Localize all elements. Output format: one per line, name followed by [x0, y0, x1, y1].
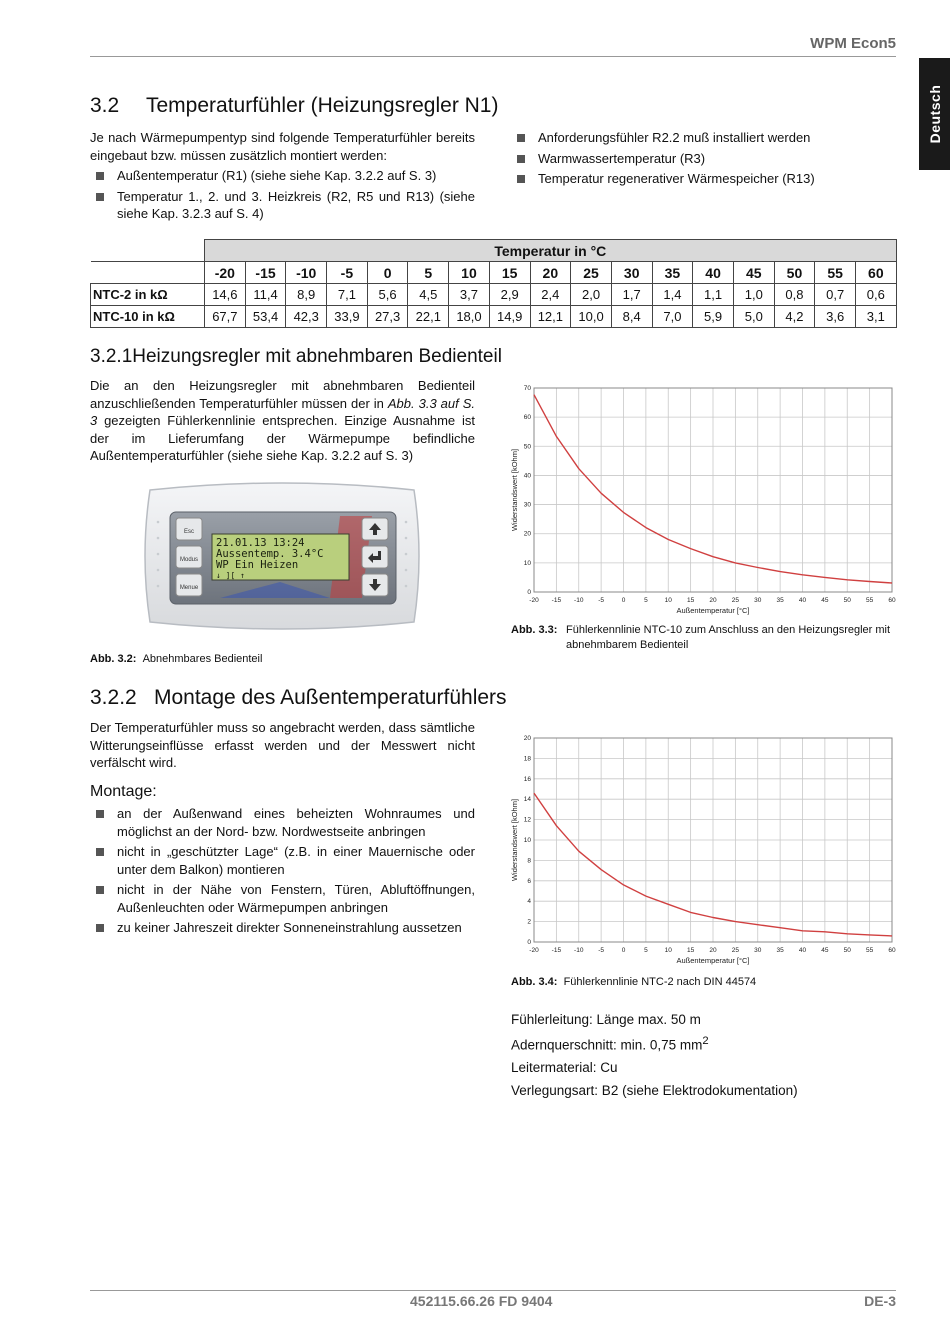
x-tick-label: 60: [888, 597, 896, 604]
x-axis-label: Außentemperatur [°C]: [676, 606, 750, 615]
table-cell: 5,6: [367, 284, 408, 306]
menue-button[interactable]: [176, 574, 202, 596]
list-item: nicht in „geschützter Lage“ (z.B. in einer Mauernische oder unter dem Balkon) montieren: [90, 843, 475, 878]
y-tick-label: 70: [523, 385, 531, 392]
table-cell: 4,2: [774, 306, 815, 328]
x-tick-label: 25: [731, 597, 739, 604]
y-tick-label: 60: [523, 414, 531, 422]
x-tick-label: 30: [754, 947, 762, 954]
language-tab[interactable]: [919, 58, 950, 170]
section-3-2-1-heading: [90, 346, 502, 368]
section-3-2-intro: Je nach Wärmepumpentyp sind folgende Temperaturfühler bereits eingebaut bzw. müssen zusätzlich montiert werden:: [90, 130, 475, 163]
y-tick-label: 40: [523, 472, 531, 480]
montage-title: Montage:: [90, 783, 157, 800]
x-tick-label: -10: [574, 947, 584, 954]
x-tick-label: 40: [798, 597, 807, 604]
y-tick-label: 10: [523, 559, 531, 567]
footer-rule: [90, 1290, 896, 1291]
x-tick-label: 10: [664, 947, 672, 954]
table-corner: [91, 262, 205, 284]
x-tick-label: 15: [687, 947, 695, 954]
modus-button-label: Modus: [179, 557, 199, 563]
y-tick-label: 20: [523, 530, 531, 538]
x-tick-label: -15: [551, 947, 562, 954]
temperature-cell: 45: [733, 262, 774, 284]
table-cell: 5,9: [693, 306, 734, 328]
y-tick-label: 30: [523, 501, 531, 509]
section-3-2-2-intro: Der Temperaturfühler muss so angebracht werden, dass sämtliche Witterungseinflüsse erfasst werden und der Messwert nicht verfälscht wird.: [90, 720, 475, 770]
text-part: gezeigten Fühlerkennlinie entsprechen. Einzige Ausnahme ist der im Lieferumfang der Wärmepumpe befindliche Außentemperaturfühler (siehe siehe Kap. 3.2.2 auf S. 3): [90, 413, 475, 463]
temperature-cell: 60: [856, 262, 897, 284]
section-number: 3.2.2: [90, 686, 137, 709]
x-tick-label: 50: [843, 947, 851, 954]
table-cell: 0,8: [774, 284, 815, 306]
chart-grid: [534, 388, 892, 592]
figure-reference[interactable]: Abb. 3.3 auf S. 3: [90, 395, 475, 428]
table-cell: 11,4: [245, 284, 286, 306]
x-tick-label: -10: [574, 597, 584, 604]
lcd-line-4: ↓ ][ ↑: [216, 571, 245, 580]
y-tick-label: 16: [523, 775, 531, 783]
section-3-2-1-text: [90, 377, 475, 465]
x-tick-label: 55: [866, 947, 874, 954]
table-cell: 0,7: [815, 284, 856, 306]
chart-ntc2: [508, 730, 898, 966]
menue-button-label: Menue: [179, 585, 199, 591]
figure-label: Abb. 3.2:: [90, 653, 137, 665]
lcd-line-3: WP Ein Heizen: [216, 559, 299, 571]
y-axis-label: Widerstandswert [kOhm]: [510, 448, 519, 532]
section-number: 3.2: [90, 94, 120, 117]
y-tick-label: 20: [523, 735, 531, 742]
table-cell: 12,1: [530, 306, 571, 328]
y-tick-label: 10: [523, 837, 531, 844]
y-tick-label: 0: [527, 939, 531, 946]
table-cell: 1,7: [611, 284, 652, 306]
y-tick-label: 18: [523, 755, 531, 763]
x-tick-label: 5: [644, 947, 648, 954]
figure-text: Fühlerkennlinie NTC-10 zum Anschluss an den Heizungsregler mit abnehmbarem Bedienteil: [566, 624, 891, 651]
x-axis-label: Außentemperatur [°C]: [676, 956, 750, 965]
esc-button-label: Esc: [183, 529, 195, 535]
table-cell: 2,0: [571, 284, 612, 306]
x-tick-label: -20: [529, 947, 539, 954]
list-item: nicht in der Nähe von Fenstern, Türen, Abluftöffnungen, Außenleuchten oder Wärmepumpen anbringen: [90, 881, 475, 916]
list-item: an der Außenwand eines beheizten Wohnraumes und möglichst an der Nord- bzw. Nordwestseite anbringen: [90, 805, 475, 840]
footer-doc-number: 452115.66.26 FD 9404: [410, 1293, 553, 1309]
temperature-cell: -20: [205, 262, 246, 284]
control-panel-image: [140, 482, 424, 630]
list-item: Temperatur 1., 2. und 3. Heizkreis (R2, R5 und R13) (siehe siehe Kap. 3.2.3 auf S. 4): [90, 188, 475, 223]
y-tick-label: 2: [527, 918, 531, 926]
cross-section-sup: 2: [702, 1035, 709, 1047]
modus-button[interactable]: [176, 546, 202, 568]
footer-page-number: DE-3: [864, 1293, 896, 1309]
table-cell: 3,6: [815, 306, 856, 328]
figure-3-4-caption: [511, 975, 901, 990]
temperature-cell: 10: [449, 262, 490, 284]
table-cell: 5,0: [733, 306, 774, 328]
table-cell: 4,5: [408, 284, 449, 306]
table-cell: 14,6: [205, 284, 246, 306]
y-axis-label: Widerstandswert [kOhm]: [510, 798, 519, 882]
chart-ntc10: [508, 380, 898, 616]
table-cell: 27,3: [367, 306, 408, 328]
x-tick-label: 45: [821, 947, 829, 954]
temperature-cell: 5: [408, 262, 449, 284]
chart-grid: [534, 738, 892, 942]
section-3-2-heading: [90, 94, 498, 118]
figure-3-2-caption: [90, 652, 262, 667]
table-row-ntc2: [91, 284, 897, 306]
list-item: Temperatur regenerativer Wärmespeicher (R13): [511, 170, 896, 188]
montage-bullet-list: [90, 805, 475, 940]
table-corner: [91, 240, 205, 262]
header-rule: [90, 56, 896, 57]
list-item: Anforderungsfühler R2.2 muß installiert werden: [511, 129, 896, 147]
table-cell: 0,6: [856, 284, 897, 306]
cable-length: Fühlerleitung: Länge max. 50 m: [511, 1012, 701, 1027]
temperature-cell: 55: [815, 262, 856, 284]
x-tick-label: 35: [776, 597, 784, 604]
table-cell: 1,0: [733, 284, 774, 306]
figure-label: Abb. 3.3:: [511, 624, 558, 636]
table-cell: 1,1: [693, 284, 734, 306]
temperature-cell: -5: [327, 262, 368, 284]
table-temperature-row: [91, 262, 897, 284]
table-row-ntc10: [91, 306, 897, 328]
x-tick-label: 60: [888, 947, 896, 954]
table-cell: 67,7: [205, 306, 246, 328]
section-title: Montage des Außentemperaturfühlers: [154, 686, 507, 709]
y-tick-label: 12: [523, 816, 531, 824]
left-bullet-list: [90, 167, 475, 226]
table-cell: 2,4: [530, 284, 571, 306]
temperature-cell: 20: [530, 262, 571, 284]
esc-button[interactable]: [176, 518, 202, 540]
figure-3-3-caption: [511, 623, 901, 653]
temperature-cell: 40: [693, 262, 734, 284]
temperature-cell: 50: [774, 262, 815, 284]
cross-section-text: Adernquerschnitt: min. 0,75 mm: [511, 1037, 703, 1053]
enter-button[interactable]: [362, 546, 388, 568]
x-tick-label: 0: [621, 947, 626, 954]
y-tick-label: 50: [523, 443, 531, 451]
installation-type: Verlegungsart: B2 (siehe Elektrodokumentation): [511, 1083, 798, 1098]
temperature-cell: 0: [367, 262, 408, 284]
y-tick-label: 8: [527, 857, 531, 865]
y-tick-label: 6: [527, 877, 531, 885]
list-item: Warmwassertemperatur (R3): [511, 150, 896, 168]
text-part: Die an den Heizungsregler mit abnehmbaren Bedienteil anzuschließenden Temperaturfühler müssen der in: [90, 378, 475, 411]
lcd-line-1: 21.01.13 13:24: [216, 537, 305, 549]
section-number: 3.2.1: [90, 346, 133, 367]
lcd-line-2: Aussentemp. 3.4°C: [216, 548, 324, 560]
x-tick-label: 50: [843, 597, 851, 604]
table-header-temperature: Temperatur in °C: [205, 240, 897, 262]
y-tick-label: 0: [527, 589, 531, 596]
section-3-2-2-heading: [90, 686, 507, 710]
table-cell: 7,1: [327, 284, 368, 306]
x-tick-label: 0: [621, 597, 626, 604]
temperature-cell: 35: [652, 262, 693, 284]
x-tick-label: 5: [644, 597, 648, 604]
table-cell: 8,9: [286, 284, 327, 306]
x-tick-label: 25: [731, 947, 739, 954]
x-tick-label: 20: [709, 947, 717, 954]
language-tab-label: Deutsch: [926, 84, 943, 144]
y-tick-label: 4: [527, 898, 531, 906]
figure-text: Abnehmbares Bedienteil: [142, 653, 263, 665]
x-tick-label: -5: [598, 597, 605, 604]
table-cell: 8,4: [611, 306, 652, 328]
x-tick-label: -5: [598, 947, 605, 954]
table-cell: 18,0: [449, 306, 490, 328]
temperature-cell: 25: [571, 262, 612, 284]
x-tick-label: 35: [776, 947, 784, 954]
x-tick-label: 40: [798, 947, 807, 954]
table-cell: 22,1: [408, 306, 449, 328]
x-tick-label: 55: [866, 597, 874, 604]
x-tick-label: 10: [664, 597, 672, 604]
up-arrow-button[interactable]: [362, 518, 388, 540]
x-tick-label: 30: [754, 597, 762, 604]
table-cell: 14,9: [489, 306, 530, 328]
temperature-cell: -15: [245, 262, 286, 284]
x-tick-label: -15: [551, 597, 562, 604]
temperature-cell: 15: [489, 262, 530, 284]
table-cell: 10,0: [571, 306, 612, 328]
ntc-resistance-table: [90, 239, 897, 328]
table-cell: 42,3: [286, 306, 327, 328]
table-cell: 3,1: [856, 306, 897, 328]
right-bullet-list: [511, 129, 896, 191]
row-label: NTC-2 in kΩ: [91, 284, 205, 306]
temperature-cell: 30: [611, 262, 652, 284]
temperature-cell: -10: [286, 262, 327, 284]
row-label: NTC-10 in kΩ: [91, 306, 205, 328]
x-tick-label: 20: [709, 597, 717, 604]
section-title: Heizungsregler mit abnehmbaren Bedienteil: [132, 346, 502, 367]
section-title: Temperaturfühler (Heizungsregler N1): [146, 94, 499, 117]
down-arrow-button[interactable]: [362, 574, 388, 596]
cable-cross-section: [511, 1035, 709, 1053]
conductor-material: Leitermaterial: Cu: [511, 1060, 618, 1075]
figure-label: Abb. 3.4:: [511, 976, 558, 988]
table-cell: 1,4: [652, 284, 693, 306]
x-tick-label: 45: [821, 597, 829, 604]
table-cell: 33,9: [327, 306, 368, 328]
header-title: WPM Econ5: [810, 35, 896, 52]
list-item: Außentemperatur (R1) (siehe siehe Kap. 3.2.2 auf S. 3): [90, 167, 475, 185]
table-cell: 3,7: [449, 284, 490, 306]
x-tick-label: -20: [529, 597, 539, 604]
figure-text: Fühlerkennlinie NTC-2 nach DIN 44574: [563, 976, 757, 988]
table-cell: 7,0: [652, 306, 693, 328]
table-cell: 53,4: [245, 306, 286, 328]
table-cell: 2,9: [489, 284, 530, 306]
y-tick-label: 14: [523, 796, 531, 804]
x-tick-label: 15: [687, 597, 695, 604]
list-item: zu keiner Jahreszeit direkter Sonneneinstrahlung aussetzen: [90, 919, 475, 937]
